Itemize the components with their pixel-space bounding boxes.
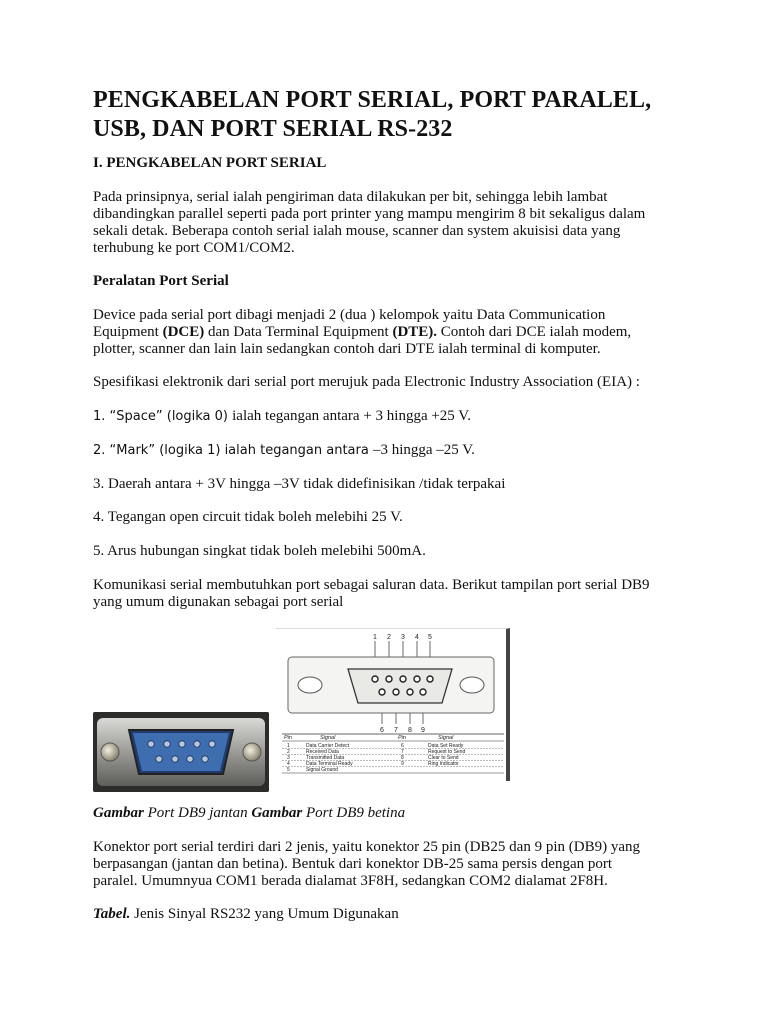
section-heading: I. PENGKABELAN PORT SERIAL (93, 155, 327, 171)
table-cell: Request to Send (428, 749, 466, 755)
paragraph-line: berpasangan (jantan dan betina). Bentuk dari konektor DB-25 sama persis dengan port (93, 856, 613, 872)
paragraph-devices (93, 307, 683, 358)
db9-female-diagram (276, 628, 510, 781)
paragraph-line: Konektor port serial terdiri dari 2 jenis, yaitu konektor 25 pin (DB25 dan 9 pin (DB9) yang (93, 839, 640, 855)
table-cell: 9 (401, 761, 404, 767)
table-cell: Clear to Send (428, 755, 459, 761)
dce-term: (DCE) (162, 324, 205, 340)
table-header: Pin (398, 735, 406, 741)
paragraph-line: Device pada serial port dibagi menjadi 2 (dua ) kelompok yaitu Data Communication (93, 307, 606, 323)
list-item-1 (93, 408, 683, 425)
table-cell: Data Carrier Detect (306, 743, 350, 749)
text-span: –3 hingga –25 V. (372, 442, 475, 458)
table-cell: Signal Ground (306, 767, 338, 773)
table-cell: 8 (401, 755, 404, 761)
paragraph-line: paralel. Umumnyua COM1 berada dialamat 3F8H, sedangkan COM2 dialamat 2F8H. (93, 873, 608, 889)
list-item-5: 5. Arus hubungan singkat tidak boleh melebihi 500mA. (93, 543, 426, 559)
pin-number-label: 2 (387, 634, 391, 641)
table-cell: 1 (287, 743, 290, 749)
pin-number-label: 1 (373, 634, 377, 641)
table-header: Pin (284, 735, 292, 741)
title-line-2: USB, DAN PORT SERIAL RS-232 (93, 116, 453, 142)
paragraph-port (93, 577, 683, 611)
table-cell: Transmitted Data (306, 755, 345, 761)
text-span: 2. “Mark” (logika 1) ialah tegangan antara (93, 443, 373, 458)
table-caption (93, 906, 683, 923)
paragraph-line (93, 324, 683, 341)
pin-number-label: 6 (380, 727, 384, 734)
dte-term: (DTE). (392, 324, 438, 340)
paragraph-intro (93, 189, 683, 257)
subheading: Peralatan Port Serial (93, 273, 229, 289)
list-item-3: 3. Daerah antara + 3V hingga –3V tidak didefinisikan /tidak terpakai (93, 476, 506, 492)
table-cell: Data Set Ready (428, 743, 464, 749)
text-span: Gambar (251, 805, 303, 821)
paragraph-line: Pada prinsipnya, serial ialah pengiriman data dilakukan per bit, sehingga lebih lambat (93, 189, 608, 205)
paragraph-line: yang umum digunakan sebagai port serial (93, 594, 344, 610)
table-cell: 6 (401, 743, 404, 749)
title-line-1: PENGKABELAN PORT SERIAL, PORT PARALEL, (93, 87, 652, 113)
text-span: Contoh dari DCE ialah modem, (437, 324, 632, 340)
text-span: Gambar (93, 805, 144, 821)
pin-number-label: 7 (394, 727, 398, 734)
paragraph-line: Komunikasi serial membutuhkan port sebagai saluran data. Berikut tampilan port serial DB9 (93, 577, 650, 593)
text-span: Equipment (93, 324, 163, 340)
pin-number-label: 5 (428, 634, 432, 641)
text-span: Port DB9 betina (302, 805, 406, 821)
pin-number-label: 3 (401, 634, 405, 641)
list-item-2 (93, 442, 683, 459)
table-cell: Received Data (306, 749, 339, 755)
text-span: ialah tegangan antara + 3 hingga +25 V. (232, 408, 471, 424)
pin-number-label: 4 (415, 634, 419, 641)
text-span: Tabel. (93, 906, 131, 922)
paragraph-line: terhubung ke port COM1/COM2. (93, 240, 295, 256)
table-cell: Ring Indicator (428, 761, 459, 767)
paragraph-line: dibandingkan parallel seperti pada port printer yang mampu mengirim 8 bit sekaligus dalam (93, 206, 646, 222)
table-cell: Data Terminal Ready (306, 761, 353, 767)
text-span: 1. “Space” (logika 0) (93, 409, 233, 424)
table-cell: 4 (287, 761, 290, 767)
paragraph-connector (93, 839, 683, 890)
table-header: Signal (320, 735, 336, 741)
table-cell: 5 (287, 767, 290, 773)
table-header: Signal (438, 735, 454, 741)
list-item-4: 4. Tegangan open circuit tidak boleh melebihi 25 V. (93, 509, 403, 525)
pin-number-label: 8 (408, 727, 412, 734)
table-cell: 3 (287, 755, 290, 761)
paragraph-spec: Spesifikasi elektronik dari serial port merujuk pada Electronic Industry Association (EIA) : (93, 374, 640, 390)
text-span: Jenis Sinyal RS232 yang Umum Digunakan (130, 906, 399, 922)
table-cell: 7 (401, 749, 404, 755)
db9-male-photo (93, 712, 269, 792)
pinout-table (282, 734, 504, 773)
text-span: dan Data Terminal Equipment (204, 324, 393, 340)
text-span: Port DB9 jantan (143, 805, 252, 821)
paragraph-line: plotter, scanner dan lain lain sedangkan contoh dari DTE ialah terminal di komputer. (93, 341, 601, 357)
page-title (93, 86, 693, 144)
figure-caption (93, 805, 683, 822)
pin-number-label: 9 (421, 727, 425, 734)
table-cell: 2 (287, 749, 290, 755)
paragraph-line: sekali detak. Beberapa contoh serial ialah mouse, scanner dan system akuisisi data yang (93, 223, 621, 239)
